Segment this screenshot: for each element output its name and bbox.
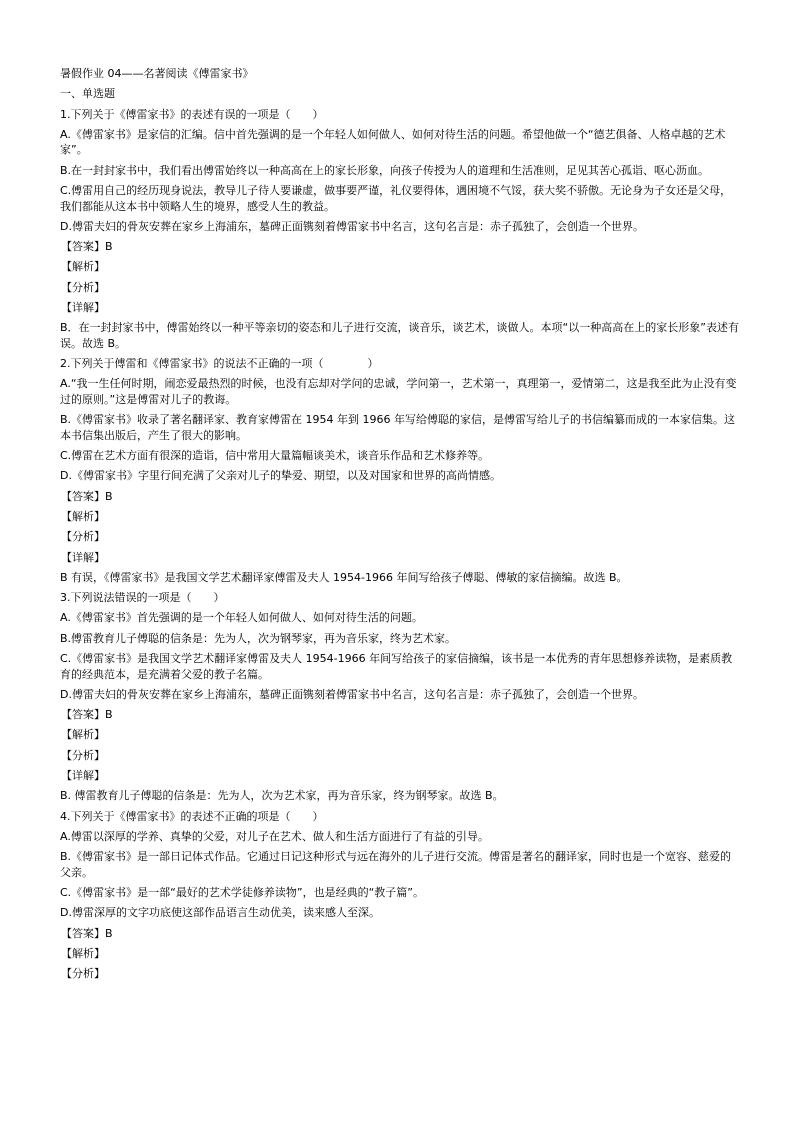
question-1 — [60, 107, 740, 352]
fenxi-label: 【分析】 — [61, 967, 105, 981]
fenxi-label: 【分析】 — [61, 530, 105, 544]
option-b: B.《傅雷家书》收录了著名翻译家、教育家傅雷在 1954 年到 1966 年写给傅聪的家信，是傅雷写给儿子的书信编纂而成的一本家信集。这本书信集出版后，产生了很大的影响。 — [60, 413, 736, 442]
question-2 — [60, 356, 740, 585]
option-b: B.《傅雷家书》是一部日记体式作品。它通过日记这种形式与远在海外的儿子进行交流。傅雷是著名的翻译家，同时也是一个宽容、慈爱的父亲。 — [60, 850, 732, 879]
detail-label: 【详解】 — [61, 301, 105, 314]
question-4 — [60, 809, 740, 982]
option-a: A.《傅雷家书》首先强调的是一个年轻人如何做人、如何对待生活的问题。 — [60, 611, 423, 625]
option-a: A.傅雷以深厚的学养、真挚的父爱，对儿子在艺术、做人和生活方面进行了有益的引导。 — [60, 829, 489, 843]
detail-label: 【详解】 — [61, 769, 105, 782]
question-stem: 3.下列说法错误的一项是（ ） — [60, 591, 225, 605]
option-b: B.傅雷教育儿子傅聪的信条是：先为人，次为钢琴家，再为音乐家，终为艺术家。 — [60, 631, 457, 645]
answer-label: 【答案】B — [61, 240, 113, 254]
section-heading: 一、单选题 — [60, 87, 115, 101]
option-d: D.《傅雷家书》字里行间充满了父亲对儿子的挚爱、期望，以及对国家和世界的高尚情感。 — [60, 469, 501, 483]
explanation-text: B．在一封封家书中，傅雷始终以一种平等亲切的姿态和儿子进行交流，谈音乐，谈艺术，谈做人。本项“以一种高高在上的家长形象”表述有误。故选 B。 — [60, 321, 739, 350]
answer-label: 【答案】B — [61, 926, 113, 940]
explanation-text: B. 傅雷教育儿子傅聪的信条是：先为人，次为艺术家，再为音乐家，终为钢琴家。故选 B。 — [60, 789, 504, 803]
fenxi-label: 【分析】 — [61, 280, 105, 294]
option-a: A.《傅雷家书》是家信的汇编。信中首先强调的是一个年轻人如何做人、如何对待生活的问题。希望他做一个“德艺俱备、人格卓越的艺术家”。 — [60, 127, 726, 157]
option-c: C.《傅雷家书》是一部“最好的艺术学徒修养读物”，也是经典的“教子篇”。 — [60, 886, 424, 899]
question-stem: 4.下列关于《傅雷家书》的表述不正确的项是（ ） — [60, 809, 324, 823]
answer-label: 【答案】B — [61, 489, 113, 503]
detail-label: 【详解】 — [61, 550, 105, 564]
option-c: C.傅雷用自己的经历现身说法，教导儿子待人要谦虚，做事要严谨，礼仪要得体，遇困境不气馁，获大奖不骄傲。无论身为子女还是父母，我们都能从这本书中领略人生的境界，感受人生的教益。 — [60, 184, 732, 213]
analysis-label: 【解析】 — [61, 510, 105, 524]
question-stem: 1.下列关于《傅雷家书》的表述有误的一项是（ ） — [60, 107, 324, 121]
option-d: D.傅雷夫妇的骨灰安葬在家乡上海浦东，墓碑正面镌刻着傅雷家书中名言，这句名言是：赤子孤独了，会创造一个世界。 — [60, 687, 644, 701]
analysis-label: 【解析】 — [61, 728, 105, 742]
question-3 — [60, 590, 740, 804]
option-c: C.傅雷在艺术方面有很深的造诣，信中常用大量篇幅谈美术，谈音乐作品和艺术修养等。 — [60, 449, 490, 463]
answer-label: 【答案】B — [61, 708, 113, 722]
option-d: D.傅雷夫妇的骨灰安葬在家乡上海浦东，墓碑正面镌刻着傅雷家书中名言，这句名言是：赤子孤独了，会创造一个世界。 — [60, 219, 644, 233]
option-b: B.在一封封家书中，我们看出傅雷始终以一种高高在上的家长形象，向孩子传授为人的道理和生活准则，足见其苦心孤诣、呕心沥血。 — [60, 163, 710, 177]
fenxi-label: 【分析】 — [61, 748, 105, 762]
option-d: D.傅雷深厚的文字功底使这部作品语言生动优美，读来感人至深。 — [60, 906, 380, 920]
analysis-label: 【解析】 — [61, 946, 105, 960]
analysis-label: 【解析】 — [61, 260, 105, 274]
doc-title: 暑假作业 04——名著阅读《傅雷家书》 — [60, 67, 254, 80]
document-page — [60, 66, 740, 986]
option-c: C.《傅雷家书》是我国文学艺术翻译家傅雷及夫人 1954-1966 年间写给孩子的家信摘编，该书是一本优秀的青年思想修养读物，是素质教育的经典范本，是充满着父爱的教子名篇。 — [60, 652, 733, 681]
question-stem: 2.下列关于傅雷和《傅雷家书》的说法不正确的一项（ ） — [60, 357, 379, 371]
explanation-text: B 有误，《傅雷家书》是我国文学艺术翻译家傅雷及夫人 1954-1966 年间写给孩子傅聪、傅敏的家信摘编。故选 B。 — [60, 570, 628, 584]
option-a: A.“我一生任何时期，闹恋爱最热烈的时候，也没有忘却对学问的忠诚，学问第一，艺术第一，真理第一，爱情第二，这是我至此为止没有变过的原则。”这是傅雷对儿子的教诲。 — [60, 377, 737, 407]
